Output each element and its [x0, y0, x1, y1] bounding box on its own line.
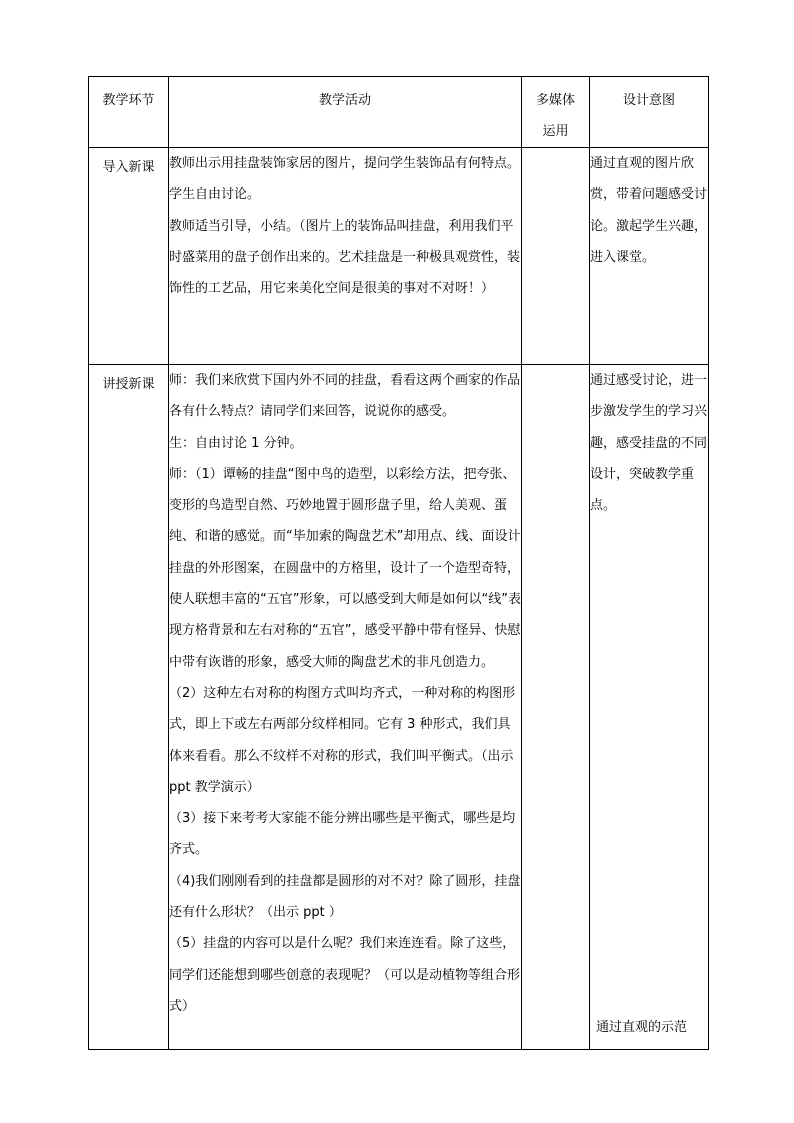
activity-paragraph: 学生自由讨论。: [169, 187, 261, 203]
header-intent: 设计意图: [590, 77, 709, 148]
activity-paragraph: （4)我们刚刚看到的挂盘都是圆形的对不对？除了圆形，挂盘还有什么形状？（出示 ppt ）: [169, 873, 521, 921]
table-header-row: [89, 77, 709, 148]
lesson-plan-table: [88, 76, 709, 1050]
activity-paragraph: （2）这种左右对称的构图方式叫均齐式，一种对称的构图形式，即上下或左右两部分纹样相同。它有 3 种形式，我们具体来看看。那么不纹样不对称的形式，我们叫平衡式。（出示 ppt 教学演示）: [169, 685, 516, 795]
table-row: [89, 365, 709, 1050]
media-cell: [522, 365, 590, 1050]
activity-paragraph: 师：我们来欣赏下国内外不同的挂盘，看看这两个画家的作品各有什么特点？请同学们来回答，说说你的感受。: [169, 373, 521, 420]
intent-cell: 通过直观的图片欣赏，带着问题感受讨论。激起学生兴趣，进入课堂。: [590, 148, 709, 365]
table-row: [89, 148, 709, 365]
activity-paragraph: 师：（1）谭畅的挂盘“图中鸟的造型，以彩绘方法，把夸张、变形的鸟造型自然、巧妙地置于圆形盘子里，给人美观、蛋纯、和谐的感觉。而“毕加索的陶盘艺术”却用点、线、面设计挂盘的外形图案，在圆盘中的方格里，设计了一个造型奇特，使人联想丰富的“五官”形象，可以感受到大师是如何以“线”表现方格背景和左右对称的“五官”，感受平静中带有怪异、快慰中带有诙谐的形象，感受大师的陶盘艺术的非凡创造力。: [169, 466, 521, 670]
activity-cell: [169, 365, 522, 1050]
activity-paragraph: （3）接下来考考大家能不能分辨出哪些是平衡式，哪些是均齐式。: [169, 811, 516, 858]
activity-paragraph: （5）挂盘的内容可以是什么呢？我们来连连看。除了这些，同学们还能想到哪些创意的表现呢？（可以是动植物等组合形式）: [169, 936, 521, 1014]
header-stage: 教学环节: [89, 77, 169, 148]
header-media-line2: 运用: [542, 124, 569, 139]
stage-cell: 讲授新课: [89, 365, 169, 1050]
media-cell: [522, 148, 590, 365]
activity-paragraph: 教师适当引导，小结。（图片上的装饰品叫挂盘，利用我们平时盛菜用的盘子创作出来的。艺术挂盘是一种极具观赏性，装饰性的工艺品，用它来美化空间是很美的事对不对呀！）: [169, 218, 521, 297]
activity-paragraph: 教师出示用挂盘装饰家居的图片，提问学生装饰品有何特点。: [169, 156, 521, 171]
header-media: [522, 77, 590, 148]
header-media-line1: 多媒体: [535, 93, 575, 108]
activity-cell: [169, 148, 522, 365]
header-activity: 教学活动: [169, 77, 522, 148]
intent-cell: 通过感受讨论，进一步激发学生的学习兴趣，感受挂盘的不同设计，突破教学重点。 通过直观的示范: [590, 365, 709, 1050]
stage-cell: 导入新课: [89, 148, 169, 365]
intent-continued: 通过直观的示范: [596, 1020, 688, 1035]
activity-paragraph: 生：自由讨论 1 分钟。: [169, 435, 303, 451]
